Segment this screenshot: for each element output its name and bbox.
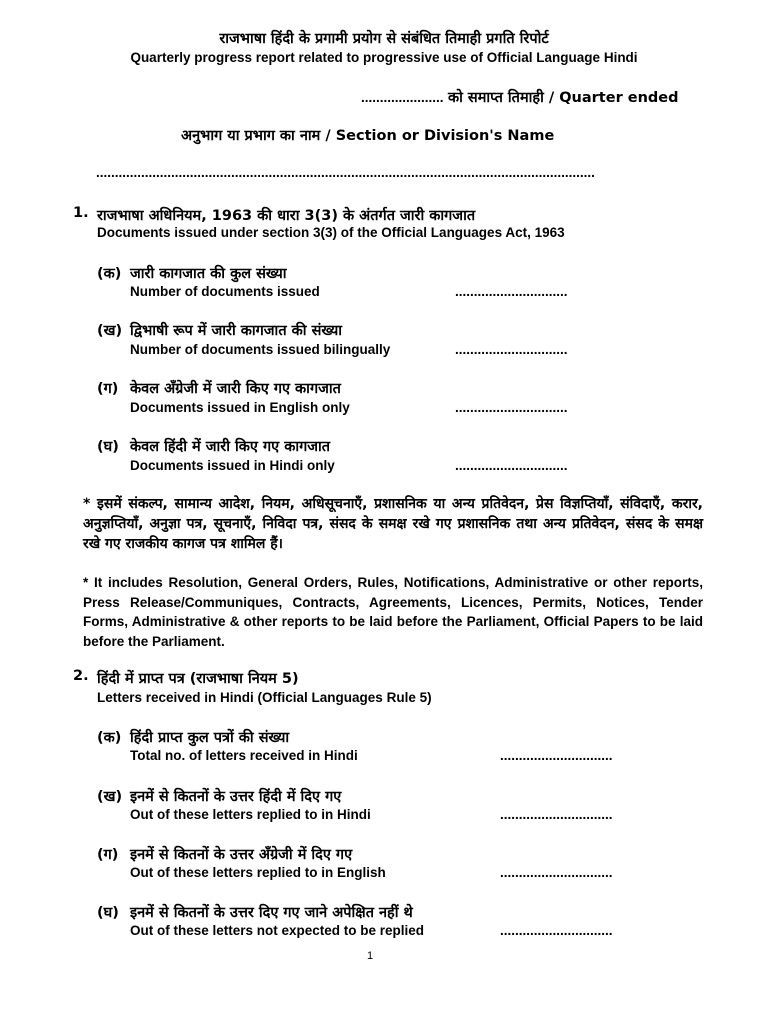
q1-item-blank: ..............................	[455, 400, 568, 415]
q2-item-blank: ..............................	[500, 748, 613, 763]
q1-item-blank: ..............................	[455, 458, 568, 473]
q1-item-mark: (ख)	[97, 323, 123, 339]
section-name-dots: .....................................................................................................................................	[96, 165, 595, 180]
q1-number: 1.	[73, 205, 89, 221]
quarter-dots: ......................	[361, 90, 444, 105]
q2-item-blank: ..............................	[500, 923, 613, 938]
q1-item-english: Number of documents issued bilingually	[130, 342, 391, 357]
q1-item-hindi: केवल हिंदी में जारी किए गए कागजात	[130, 439, 331, 455]
q1-title-hindi: राजभाषा अधिनियम, 1963 की धारा 3(3) के अंतर्गत जारी कागजात	[97, 208, 476, 224]
q2-item-blank: ..............................	[500, 865, 613, 880]
q1-item-blank: ..............................	[455, 284, 568, 299]
q2-item-english: Total no. of letters received in Hindi	[130, 748, 358, 763]
q1-item-mark: (क)	[97, 266, 122, 282]
q2-item-english: Out of these letters replied to in Hindi	[130, 807, 371, 822]
q2-item-english: Out of these letters replied to in English	[130, 865, 386, 880]
q2-item-hindi: इनमें से कितनों के उत्तर हिंदी में दिए गए	[130, 789, 342, 805]
q2-item-hindi: हिंदी प्राप्त कुल पत्रों की संख्या	[130, 730, 290, 746]
q1-note-english: * It includes Resolution, General Orders, Rules, Notifications, Administrative or other reports, Press Release/Communiques, Contracts, Agreements, Licences, Permits, Notices, Tender Forms, Administrative & other reports to be laid before the Parliament, Official Papers to be laid before the Parliament.	[83, 575, 703, 649]
q1-note-hindi: * इसमें संकल्प, सामान्य आदेश, नियम, अधिसूचनाएँ, प्रशासनिक या अन्य प्रतिवेदन, प्रेस विज्ञप्तियाँ, संविदाएँ, करार, अनुज्ञप्तियाँ, अनुज्ञा पत्र, सूचनाएँ, निविदा पत्र, संसद के समक्ष रखे गए प्रशासनिक तथा अन्य प्रतिवेदन, संसद के समक्ष रखे गए राजकीय कागज पत्र शामिल हैं।	[83, 496, 703, 552]
q1-item-mark: (घ)	[97, 439, 119, 455]
q2-item-hindi: इनमें से कितनों के उत्तर अँग्रेजी में दिए गए	[130, 847, 353, 863]
q1-item-mark: (ग)	[97, 381, 119, 397]
q2-item-mark: (घ)	[97, 905, 119, 921]
quarter-ended-line	[361, 87, 679, 107]
q2-item-mark: (ग)	[97, 847, 119, 863]
q1-item-english: Number of documents issued	[130, 284, 320, 299]
q1-title-english: Documents issued under section 3(3) of the Official Languages Act, 1963	[97, 225, 565, 240]
q1-item-blank: ..............................	[455, 342, 568, 357]
q2-item-mark: (ख)	[97, 789, 123, 805]
q1-item-hindi: द्विभाषी रूप में जारी कागजात की संख्या	[130, 323, 343, 339]
title-english: Quarterly progress report related to progressive use of Official Language Hindi	[130, 50, 638, 65]
q2-number: 2.	[73, 668, 89, 684]
q1-item-english: Documents issued in Hindi only	[130, 458, 335, 473]
section-name-label: अनुभाग या प्रभाग का नाम / Section or Division's Name	[181, 128, 555, 144]
q2-item-mark: (क)	[97, 730, 122, 746]
quarter-label: को समाप्त तिमाही / Quarter ended	[447, 90, 679, 106]
q1-item-hindi: जारी कागजात की कुल संख्या	[130, 266, 287, 282]
q1-item-english: Documents issued in English only	[130, 400, 350, 415]
q2-item-hindi: इनमें से कितनों के उत्तर दिए गए जाने अपेक्षित नहीं थे	[130, 905, 413, 921]
q2-item-english: Out of these letters not expected to be replied	[130, 923, 425, 938]
page-number: 1	[367, 950, 374, 962]
q2-title-english: Letters received in Hindi (Official Languages Rule 5)	[97, 690, 432, 705]
title-hindi: राजभाषा हिंदी के प्रगामी प्रयोग से संबंधित तिमाही प्रगति रिपोर्ट	[219, 31, 549, 47]
q1-item-hindi: केवल अँग्रेजी में जारी किए गए कागजात	[130, 381, 341, 397]
q2-title-hindi: हिंदी में प्राप्त पत्र (राजभाषा नियम 5)	[97, 671, 299, 687]
q2-item-blank: ..............................	[500, 807, 613, 822]
